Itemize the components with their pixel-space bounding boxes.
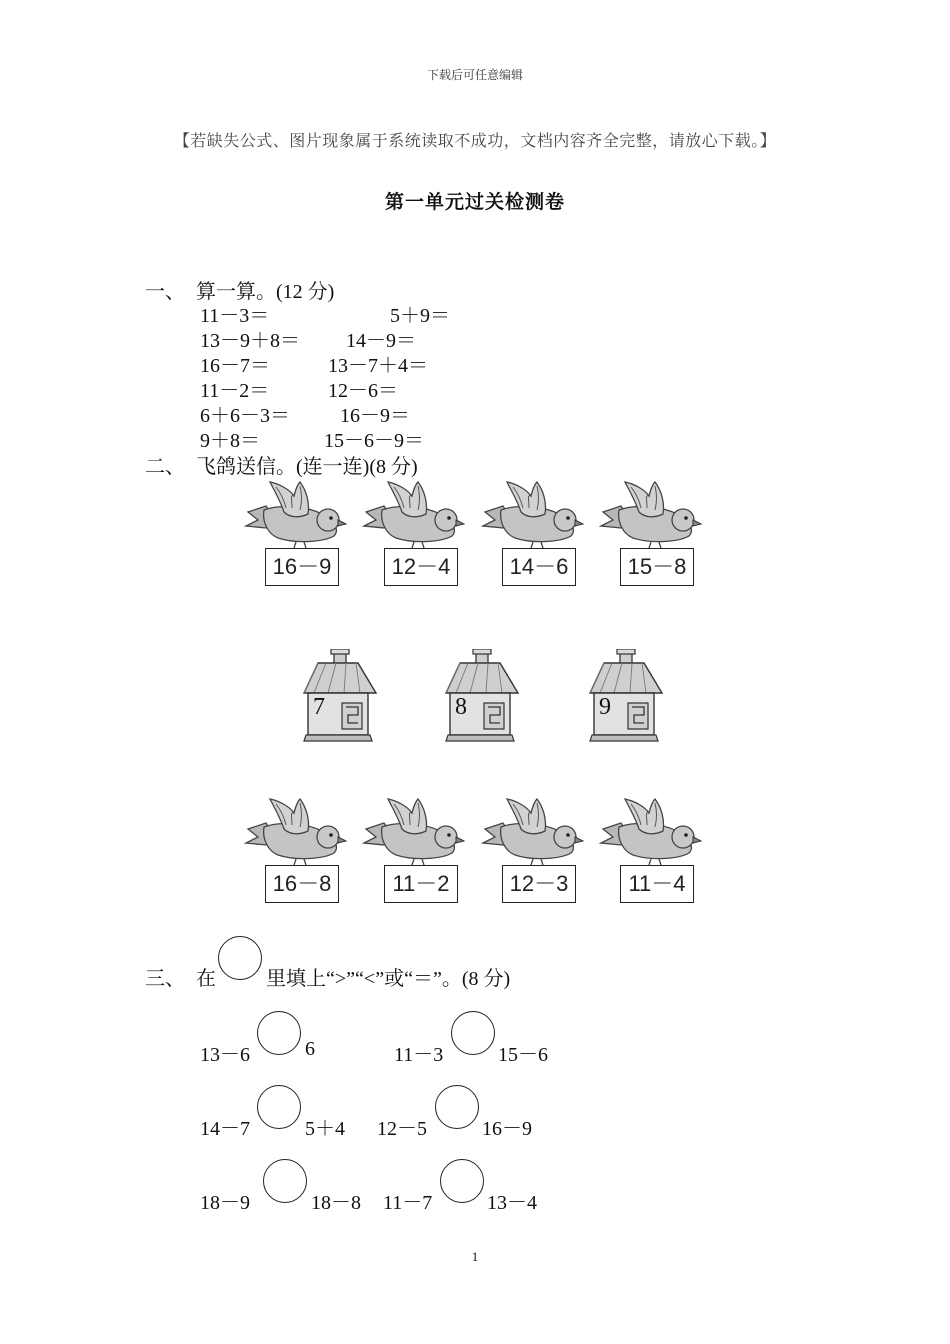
pigeon-icon [481,478,585,552]
compare-left: 12－5 [377,1118,427,1140]
calc-expression: 13－9＋8＝ [200,330,300,352]
calc-expression: 14－9＝ [346,330,416,352]
compare-right: 6 [305,1038,315,1060]
house-number: 8 [455,694,467,720]
calc-expression: 16－7＝ [200,355,270,377]
section2-number: 二、 [145,456,185,478]
section3-number: 三、 [145,968,185,990]
section3-label-after: 里填上“>”“<”或“＝”。(8 分) [266,968,511,990]
house-number: 7 [313,694,325,720]
house-icon [438,649,522,743]
compare-right: 15－6 [498,1044,548,1066]
pigeon-icon [244,795,348,869]
answer-circle[interactable] [451,1011,495,1055]
pigeon-card[interactable]: 16－9 [265,548,339,586]
download-notice: 【若缺失公式、图片现象属于系统读取不成功，文档内容齐全完整，请放心下载。】 [173,133,777,150]
answer-circle[interactable] [257,1085,301,1129]
example-circle [218,936,262,980]
compare-left: 14－7 [200,1118,250,1140]
pigeon-card[interactable]: 11－2 [384,865,458,903]
compare-left: 13－6 [200,1044,250,1066]
pigeon-icon [599,478,703,552]
answer-circle[interactable] [263,1159,307,1203]
compare-left: 11－3 [394,1044,444,1066]
house-target[interactable] [296,649,380,743]
compare-left: 11－7 [383,1192,433,1214]
pigeon-icon [599,795,703,869]
calc-expression: 6＋6－3＝ [200,405,290,427]
house-target[interactable] [582,649,666,743]
answer-circle[interactable] [440,1159,484,1203]
calc-expression: 12－6＝ [328,380,398,402]
pigeon-card[interactable]: 14－6 [502,548,576,586]
page-number: 1 [471,1249,479,1264]
compare-right: 16－9 [482,1118,532,1140]
answer-circle[interactable] [435,1085,479,1129]
pigeon-icon [481,795,585,869]
pigeon-card[interactable]: 12－4 [384,548,458,586]
calc-expression: 11－2＝ [200,380,270,402]
compare-left: 18－9 [200,1192,250,1214]
house-number: 9 [599,694,611,720]
compare-right: 18－8 [311,1192,361,1214]
pigeon-icon [362,795,466,869]
section1-label: 算一算。(12 分) [196,281,335,303]
pigeon-card[interactable]: 15－8 [620,548,694,586]
calc-expression: 5＋9＝ [390,305,450,327]
section1-number: 一、 [145,281,185,303]
section3-label-before: 在 [196,968,216,990]
house-icon [296,649,380,743]
pigeon-icon [244,478,348,552]
answer-circle[interactable] [257,1011,301,1055]
calc-expression: 11－3＝ [200,305,270,327]
compare-right: 13－4 [487,1192,537,1214]
calc-expression: 16－9＝ [340,405,410,427]
page-title: 第一单元过关检测卷 [384,192,565,213]
pigeon-card[interactable]: 16－8 [265,865,339,903]
calc-expression: 13－7＋4＝ [328,355,428,377]
house-icon [582,649,666,743]
pigeon-icon [362,478,466,552]
calc-expression: 15－6－9＝ [324,430,424,452]
compare-right: 5＋4 [305,1118,345,1140]
page-header: 下载后可任意编辑 [426,68,523,82]
pigeon-card[interactable]: 11－4 [620,865,694,903]
pigeon-card[interactable]: 12－3 [502,865,576,903]
house-target[interactable] [438,649,522,743]
section2-label: 飞鸽送信。(连一连)(8 分) [196,456,418,478]
calc-expression: 9＋8＝ [200,430,260,452]
